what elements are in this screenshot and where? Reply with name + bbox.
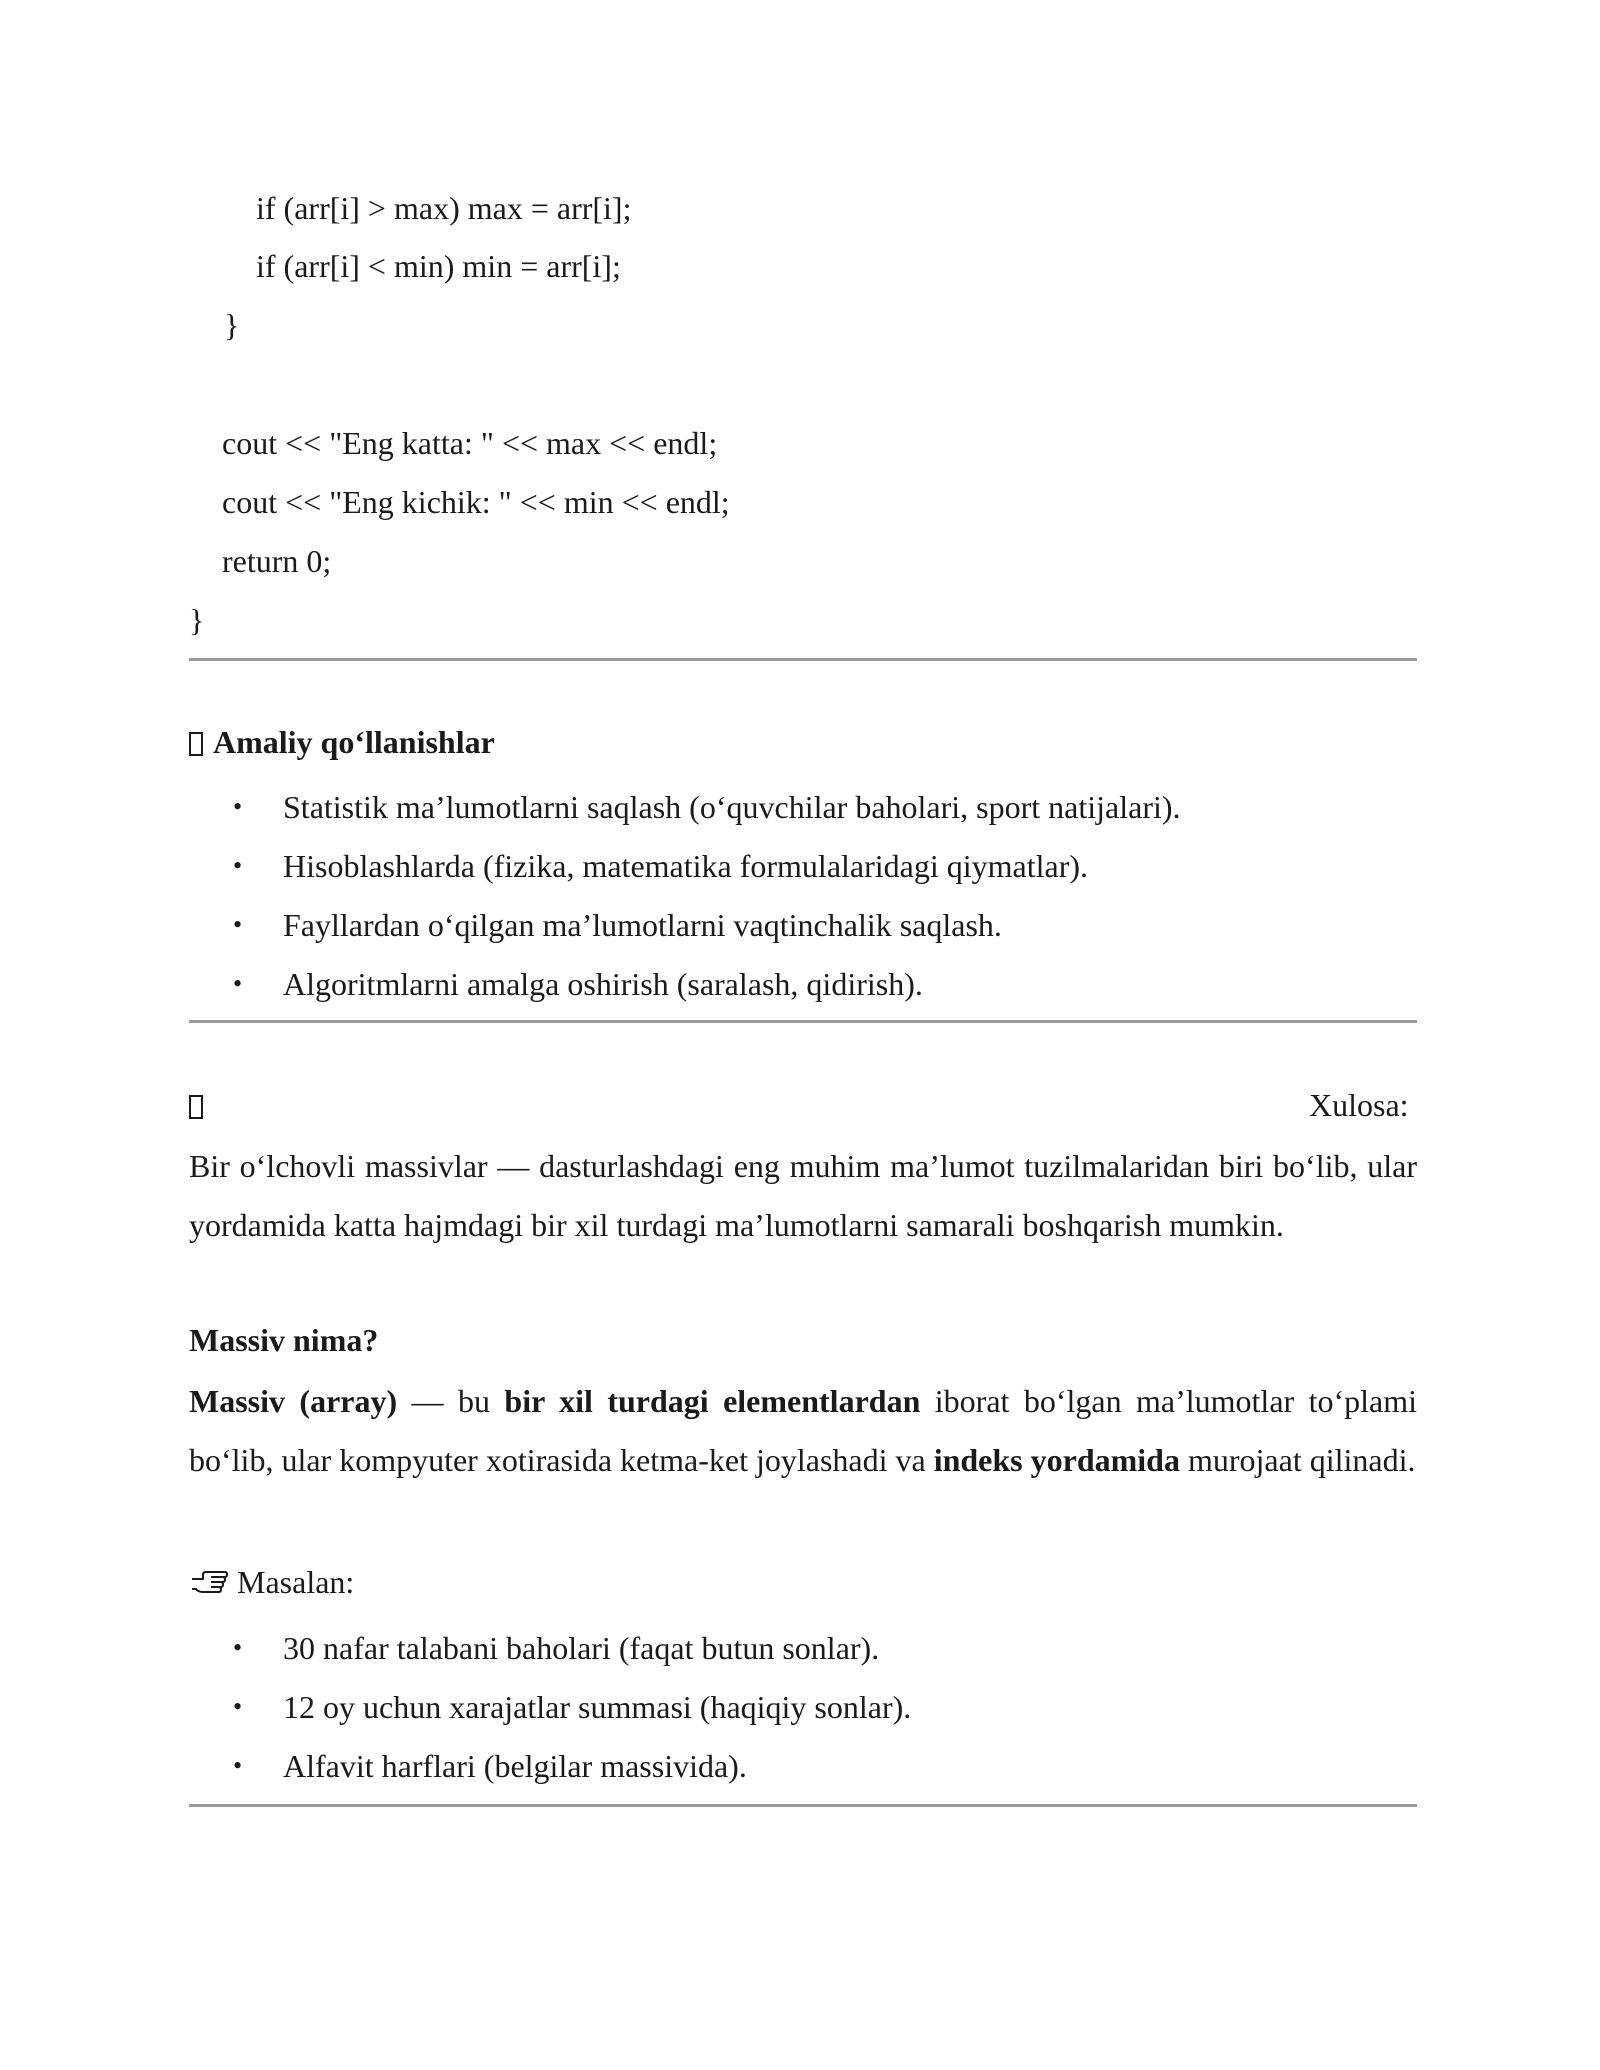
definition-emphasis: indeks yordamida <box>933 1442 1180 1478</box>
bullet-icon: • <box>233 1692 243 1721</box>
bullet-icon: • <box>233 851 243 880</box>
bullet-icon: • <box>233 792 243 821</box>
definition-heading: Massiv nima? <box>189 1322 379 1358</box>
bullet-icon: • <box>233 1633 243 1662</box>
list-item: Alfavit harflari (belgilar massivida). <box>283 1748 747 1784</box>
code-line: return 0; <box>222 543 332 579</box>
pointing-hand-icon <box>189 1566 229 1606</box>
list-item: Statistik ma’lumotlarni saqlash (o‘quvchilar baholari, sport natijalari). <box>283 789 1181 825</box>
conclusion-label: Xulosa: <box>1309 1087 1409 1123</box>
code-line: } <box>189 602 205 638</box>
missing-glyph-icon <box>189 1085 203 1125</box>
list-item: Algoritmlarni amalga oshirish (saralash, qidirish). <box>283 966 923 1002</box>
horizontal-rule <box>189 658 1417 661</box>
bullet-icon: • <box>233 910 243 939</box>
list-item: Fayllardan o‘qilgan ma’lumotlarni vaqtinchalik saqlash. <box>283 907 1002 943</box>
list-item: 30 nafar talabani baholari (faqat butun sonlar). <box>283 1630 880 1666</box>
horizontal-rule <box>189 1020 1417 1023</box>
applications-heading: Amaliy qo‘llanishlar <box>213 724 495 760</box>
examples-intro-line <box>189 1562 354 1606</box>
bullet-icon: • <box>233 969 243 998</box>
horizontal-rule <box>189 1804 1417 1807</box>
definition-text: iborat bo‘lgan ma’lumotlar to‘plami bo‘lib, ular kompyuter xotirasida ketma-ket joylashadi va <box>189 1383 1418 1478</box>
conclusion-paragraph: Bir o‘lchovli massivlar — dasturlashdagi eng muhim ma’lumot tuzilmalaridan biri bo‘lib, ular yordamida katta hajmdagi bir xil turdagi ma’lumotlarni samarali boshqarish mumkin. <box>189 1148 1417 1243</box>
definition-term: Massiv (array) <box>189 1383 398 1419</box>
code-line: if (arr[i] > max) max = arr[i]; <box>256 190 632 226</box>
examples-intro: Masalan: <box>237 1564 355 1600</box>
list-item: Hisoblashlarda (fizika, matematika formulalaridagi qiymatlar). <box>283 848 1089 884</box>
list-item: 12 oy uchun xarajatlar summasi (haqiqiy sonlar). <box>283 1689 912 1725</box>
section-heading <box>189 722 495 762</box>
definition-text: — bu <box>397 1383 505 1419</box>
bullet-icon: • <box>233 1751 243 1780</box>
code-line: cout << "Eng kichik: " << min << endl; <box>222 484 730 520</box>
definition-paragraph <box>189 1372 1417 1490</box>
definition-emphasis: bir xil turdagi elementlardan <box>504 1383 921 1419</box>
definition-text: murojaat qilinadi. <box>1179 1442 1416 1478</box>
code-line: } <box>224 307 240 343</box>
code-line: if (arr[i] < min) min = arr[i]; <box>256 248 621 284</box>
code-line: cout << "Eng katta: " << max << endl; <box>222 425 718 461</box>
missing-glyph-icon <box>189 732 203 756</box>
